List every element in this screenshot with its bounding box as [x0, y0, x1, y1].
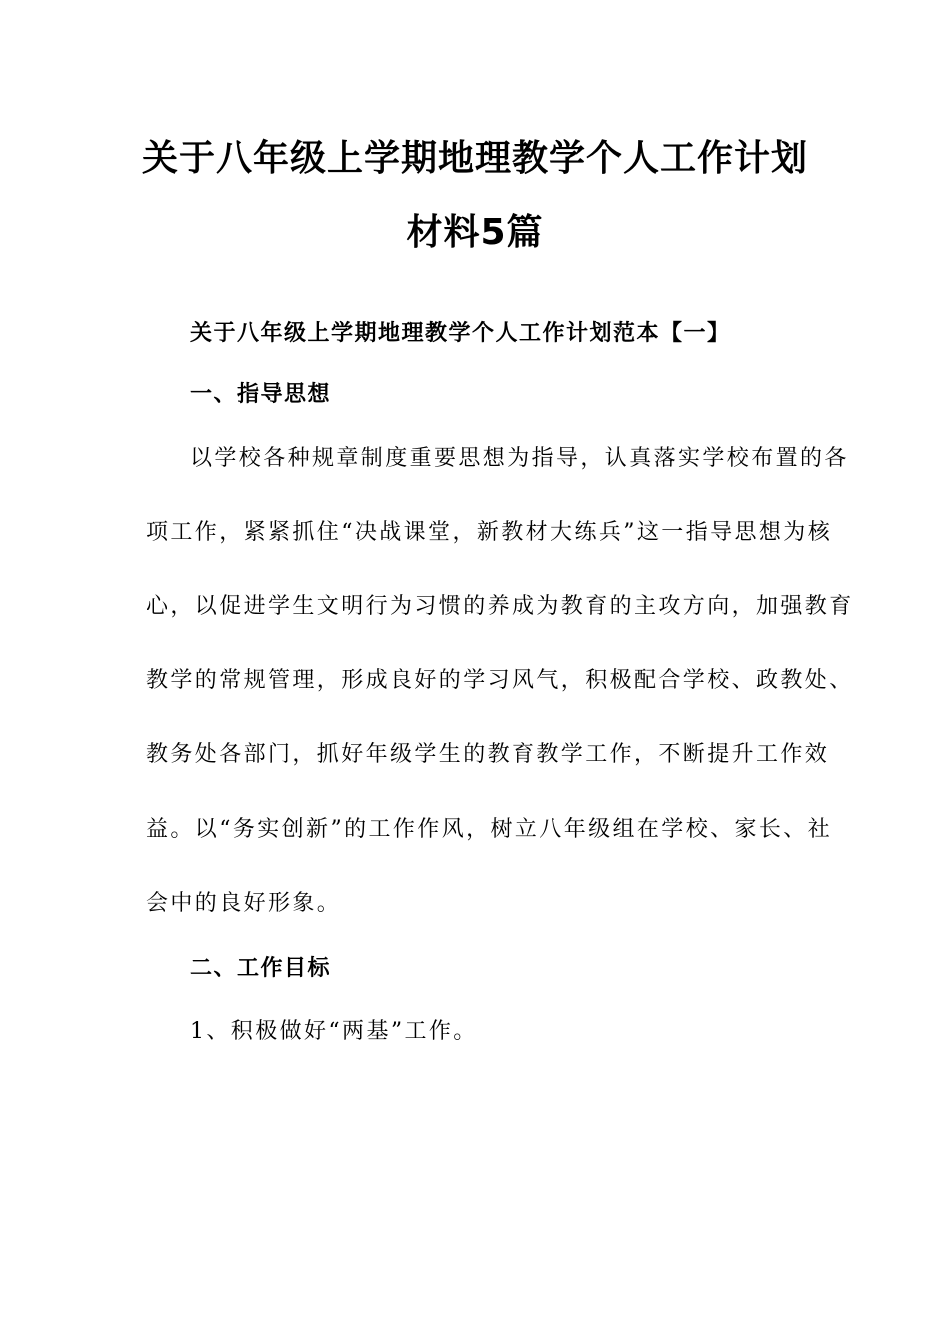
paragraph-line: 项工作，紧紧抓住“决战课堂，新教材大练兵”这一指导思想为核: [146, 520, 833, 545]
paragraph-line: 益。以“务实创新”的工作作风，树立八年级组在学校、家长、社: [146, 817, 833, 842]
section-heading-guiding-ideology: 一、指导思想: [190, 382, 332, 407]
document-title-line-2: 材料5篇: [406, 212, 544, 253]
paragraph-line: 以学校各种规章制度重要思想为指导，认真落实学校布置的各: [190, 446, 849, 471]
paragraph-line: 会中的良好形象。: [146, 891, 342, 916]
section-heading-work-goals: 二、工作目标: [190, 956, 332, 981]
paragraph-line: 心，以促进学生文明行为习惯的养成为教育的主攻方向，加强教育: [146, 594, 854, 619]
document-subtitle: 关于八年级上学期地理教学个人工作计划范本【一】: [190, 321, 731, 346]
document-title-line-1: 关于八年级上学期地理教学个人工作计划: [141, 138, 808, 179]
paragraph-line: 教务处各部门，抓好年级学生的教育教学工作，不断提升工作效: [146, 742, 830, 767]
paragraph-line: 教学的常规管理，形成良好的学习风气，积极配合学校、政教处、: [146, 668, 854, 693]
list-item: 1、积极做好“两基”工作。: [190, 1019, 478, 1044]
